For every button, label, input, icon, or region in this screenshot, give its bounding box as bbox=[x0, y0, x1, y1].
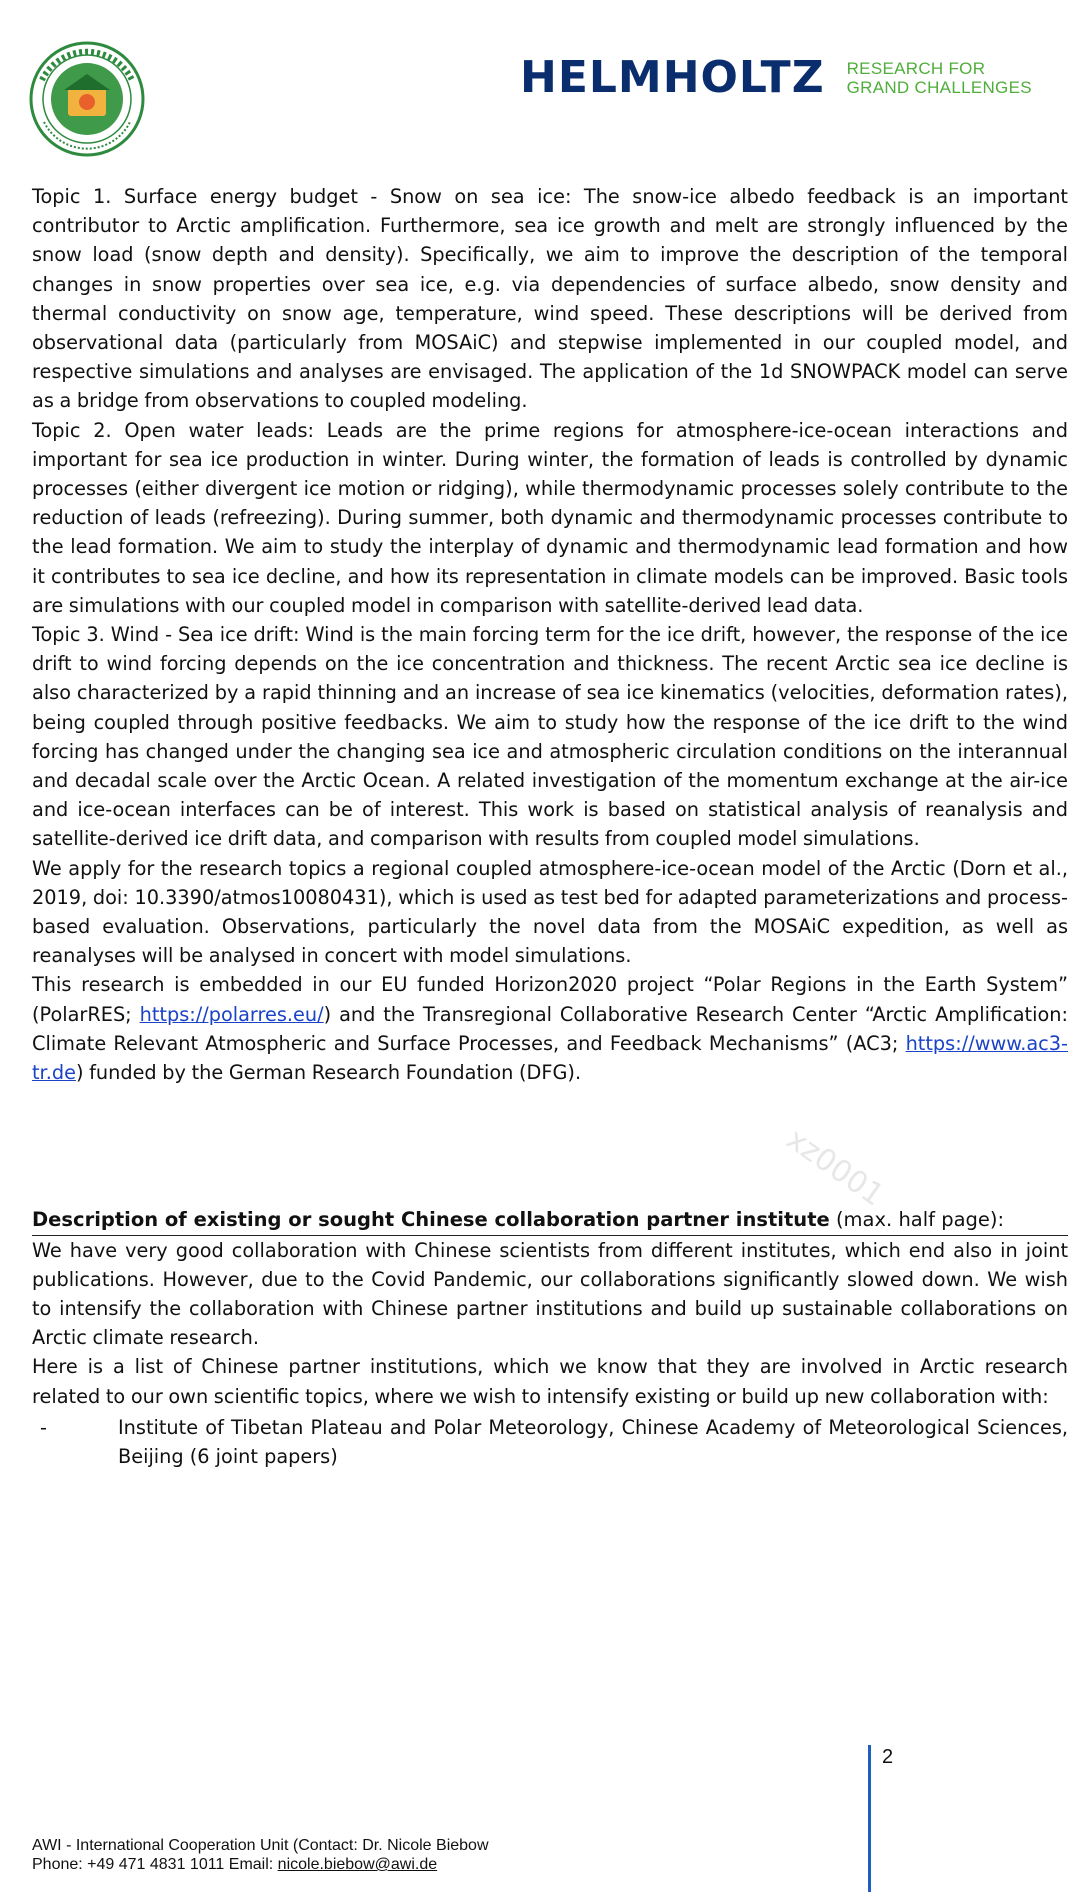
embedding-text-1: This research is embedded in our EU funded Horizon2020 project “Polar Regions in the Earth System” (PolarRES; bbox=[32, 973, 1068, 1026]
section-heading-note: (max. half page): bbox=[829, 1208, 1005, 1232]
topic-3-paragraph: Topic 3. Wind - Sea ice drift: Wind is the main forcing term for the ice drift, however, the response of the ice drift to wind forcing depends on the ice concentration and thickness. The recent Arctic sea ice decline is also characterized by a rapid thinning and an increase of sea ice kinematics (velocities, deformation rates), being coupled through positive feedbacks. We aim to study how the response of the ice drift to the wind forcing has changed under the changing sea ice and atmospheric circulation conditions on the interannual and decadal scale over the Arctic Ocean. A related investigation of the momentum exchange at the air-ice and ice-ocean interfaces can be of interest. This work is based on statistical analysis of reanalysis and satellite-derived ice drift data, and comparison with results from coupled model simulations. bbox=[32, 623, 1068, 851]
topic-1-paragraph: Topic 1. Surface energy budget - Snow on sea ice: The snow-ice albedo feedback is an important contributor to Arctic amplification. Furthermore, sea ice growth and melt are strongly influenced by the snow load (snow depth and density). Specifically, we aim to improve the description of the temporal changes in snow properties over sea ice, e.g. via dependencies of surface albedo, snow density and thermal conductivity on snow age, temperature, wind speed. These descriptions will be derived from observational data (particularly from MOSAiC) and stepwise implemented in our coupled model, and respective simulations and analyses are envisaged. The application of the 1d SNOWPACK model can serve as a bridge from observations to coupled modeling. bbox=[32, 185, 1068, 413]
polarres-link[interactable]: https://polarres.eu/ bbox=[139, 1002, 324, 1026]
footer-contact: AWI - International Cooperation Unit (Contact: Dr. Nicole Biebow bbox=[32, 1837, 489, 1854]
section-heading bbox=[32, 1205, 1068, 1235]
page-number: 2 bbox=[882, 1746, 894, 1768]
list-item-text: Institute of Tibetan Plateau and Polar Meteorology, Chinese Academy of Meteorological Sciences, Beijing (6 joint papers) bbox=[118, 1415, 1068, 1468]
embedding-text-2: ) and the Transregional Collaborative Research Center “Arctic Amplification: Climate Relevant Atmospheric and Surface Processes, and Feedback Mechanisms” (AC3; bbox=[32, 1002, 1068, 1055]
footer-email-link[interactable]: nicole.biebow@awi.de bbox=[277, 1856, 438, 1873]
ac3-link[interactable]: https://www.ac3-tr.de bbox=[32, 1031, 1068, 1085]
collaboration-paragraph: We have very good collaboration with Chinese scientists from different institutes, which end also in joint publications. However, due to the Covid Pandemic, our collaborations significantly slowed down. We wish to intensify the collaboration with Chinese partner institutions and build up sustainable collaborations on Arctic climate research. bbox=[32, 1238, 1068, 1350]
page-header bbox=[0, 0, 1080, 170]
footer-phone: Phone: +49 471 4831 1011 Email: bbox=[32, 1856, 278, 1873]
helmholtz-brand bbox=[520, 52, 1032, 103]
foundation-seal-logo bbox=[28, 40, 146, 158]
page-number-bar bbox=[868, 1745, 871, 1892]
brand-tagline bbox=[847, 59, 1032, 97]
brand-tagline-line1: RESEARCH FOR bbox=[846, 59, 986, 78]
embedding-paragraph bbox=[32, 970, 1068, 1087]
embedding-text-3: ) funded by the German Research Foundation (DFG). bbox=[75, 1061, 582, 1085]
footer-phone-email bbox=[32, 1855, 489, 1874]
brand-tagline-line2: GRAND CHALLENGES bbox=[846, 78, 1032, 97]
page-footer bbox=[32, 1836, 489, 1874]
watermark-text: xz0001 bbox=[779, 1121, 890, 1214]
brand-name: HELMHOLTZ bbox=[520, 52, 825, 103]
partner-list-intro: Here is a list of Chinese partner institutions, which we know that they are involved in Arctic research related to our own scientific topics, where we wish to intensify existing or build up new collaboration with: bbox=[32, 1355, 1068, 1408]
list-item bbox=[32, 1413, 1068, 1471]
topic-2-paragraph: Topic 2. Open water leads: Leads are the prime regions for atmosphere-ice-ocean interactions and important for sea ice production in winter. During winter, the formation of leads is controlled by dynamic processes (either divergent ice motion or ridging), while thermodynamic processes solely contribute to the reduction of leads (refreezing). During summer, both dynamic and thermodynamic processes contribute to the lead formation. We aim to study the interplay of dynamic and thermodynamic lead formation and how it contributes to sea ice decline, and how its representation in climate models can be improved. Basic tools are simulations with our coupled model in comparison with satellite-derived lead data. bbox=[32, 418, 1068, 617]
list-bullet: - bbox=[40, 1415, 47, 1439]
method-paragraph: We apply for the research topics a regional coupled atmosphere-ice-ocean model of the Arctic (Dorn et al., 2019, doi: 10.3390/atmos10080431), which is used as test bed for adapted parameterizations and process-based evaluation. Observations, particularly the novel data from the MOSAiC expedition, as well as reanalyses will be analysed in concert with model simulations. bbox=[32, 856, 1068, 968]
document-body bbox=[32, 182, 1068, 1471]
section-spacer bbox=[32, 1087, 1068, 1205]
section-heading-bold: Description of existing or sought Chinese collaboration partner institute bbox=[32, 1208, 830, 1232]
